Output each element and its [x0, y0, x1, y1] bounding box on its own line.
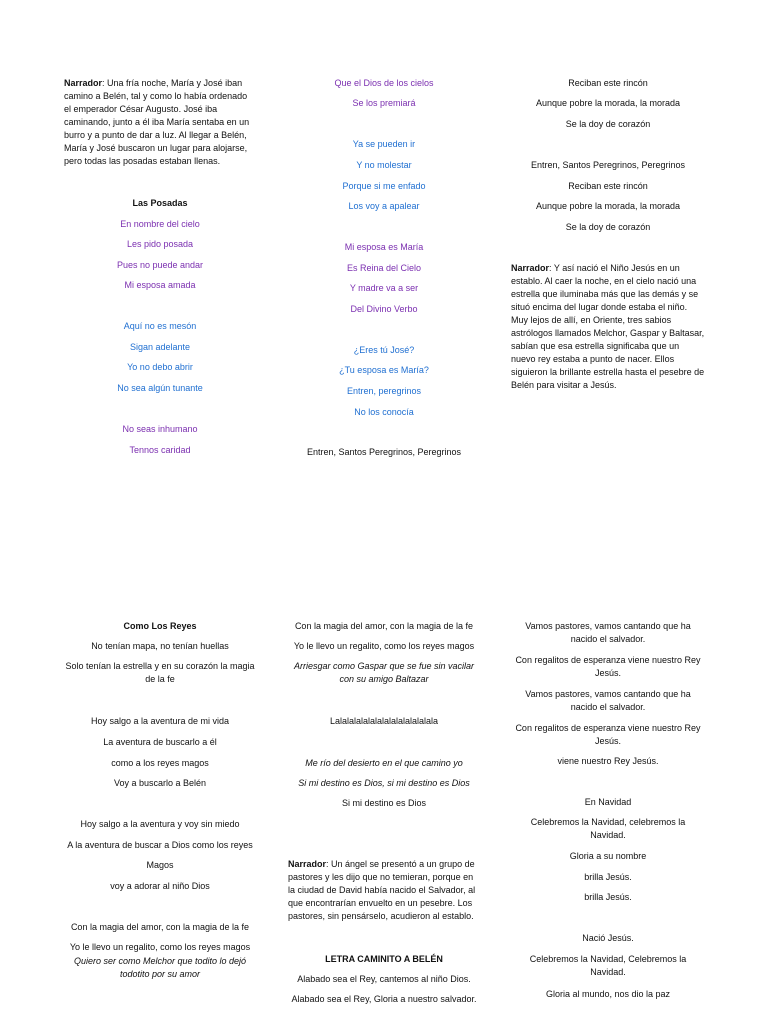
verse-line: En nombre del cielo	[120, 219, 200, 229]
verse-line: Con regalitos de esperanza viene nuestro Rey Jesús.	[515, 655, 701, 678]
verse-line: Sigan adelante	[129, 342, 191, 352]
verse-line: ¿Eres tú José?	[353, 345, 415, 355]
verse-line-italic: Si mi destino es Dios, si mi destino es Dios	[298, 778, 470, 788]
verse-line: Hoy salgo a la aventura de mi vida	[90, 716, 230, 726]
verse-line: Se la doy de corazón	[565, 119, 651, 129]
verse-line: No seas inhumano	[122, 424, 198, 434]
verse-line: Gloria a su nombre	[569, 851, 647, 861]
narrator-paragraph-2	[511, 262, 705, 392]
verse-line: voy a adorar al niño Dios	[110, 881, 210, 891]
verse-line: Alabado sea el Rey, cantemos al niño Dios.	[297, 974, 471, 984]
verse-line: Entren, Santos Peregrinos, Peregrinos	[306, 447, 462, 457]
verse-line: brilla Jesús.	[584, 872, 632, 882]
verse-line: Vamos pastores, vamos cantando que ha nacido el salvador.	[525, 621, 691, 644]
verse-line: Que el Dios de los cielos	[334, 78, 434, 88]
verse-line: como a los reyes magos	[111, 758, 209, 768]
narrator-text: : Una fría noche, María y José iban camino a Belén, tal y como lo había ordenado el emperador César Augusto. José iba caminando, junto a él iba María sentaba en un burro y a punto de dar a luz. Al llegar a Belén, María y José buscaron un lugar para alojarse, pero todas las posadas estaban llenas.	[64, 78, 250, 166]
verse-line: Aunque pobre la morada, la morada	[535, 98, 681, 108]
verse-line: Celebremos la Navidad, celebremos la Navidad.	[530, 817, 686, 840]
verse-line: Yo le llevo un regalito, como los reyes magos	[69, 942, 251, 952]
section-heading-caminito-a-belen: LETRA CAMINITO A BELÉN	[325, 954, 443, 964]
verse-line: Yo no debo abrir	[127, 362, 193, 372]
verse-line: Voy a buscarlo a Belén	[113, 778, 207, 788]
verse-line: Lalalalalalalalalalalalalalala	[329, 716, 439, 726]
verse-line: viene nuestro Rey Jesús.	[557, 756, 659, 766]
verse-line: Celebremos la Navidad, Celebremos la Navidad.	[529, 954, 687, 977]
narrator-paragraph-3	[288, 858, 480, 923]
verse-line-italic: Me río del desierto en el que camino yo	[305, 758, 463, 768]
verse-line: Con la magia del amor, con la magia de la fe	[70, 922, 250, 932]
verse-line: Se la doy de corazón	[565, 222, 651, 232]
verse-line: Les pido posada	[126, 239, 194, 249]
verse-line-italic: Quiero ser como Melchor que todito lo dejó todotito por su amor	[73, 956, 247, 979]
verse-line: Reciban este rincón	[568, 181, 648, 191]
verse-line: Tennos caridad	[129, 445, 191, 455]
narrator-text: : Y así nació el Niño Jesús en un establo. Al caer la noche, en el cielo nació una estrella que iluminaba más que las demás y se situó encima del lugar donde estaba el niño. Muy lejos de allí, en Oriente, tres sabios astrólogos llamados Melchor, Gaspar y Baltasar, sabían que esa estrella significaba que un nuevo rey estaba a punto de nacer. Ellos siguieron la brillante estrella hasta el pesebre de Belén para visitar a Jesús.	[511, 263, 705, 390]
verse-line: Del Divino Verbo	[350, 304, 418, 314]
verse-line: Alabado sea el Rey, Gloria a nuestro salvador.	[291, 994, 477, 1004]
verse-line: Vamos pastores, vamos cantando que ha nacido el salvador.	[525, 689, 691, 712]
verse-line: Gloria al mundo, nos dio la paz	[545, 989, 671, 999]
verse-line: Reciban este rincón	[568, 78, 648, 88]
verse-line: No sea algún tunante	[117, 383, 203, 393]
verse-line: Mi esposa es María	[344, 242, 424, 252]
narrator-label: Narrador	[64, 78, 103, 88]
verse-line: Aquí no es mesón	[123, 321, 197, 331]
verse-line: Magos	[146, 860, 174, 870]
verse-line: Solo tenían la estrella y en su corazón la magia de la fe	[65, 661, 255, 684]
verse-line: No los conocía	[354, 407, 414, 417]
verse-line: En Navidad	[584, 797, 632, 807]
verse-line: brilla Jesús.	[584, 892, 632, 902]
verse-line: Hoy salgo a la aventura y voy sin miedo	[80, 819, 240, 829]
verse-line: Mi esposa amada	[124, 280, 196, 290]
verse-line-italic: Arriesgar como Gaspar que se fue sin vacilar con su amigo Baltazar	[293, 661, 475, 684]
narrator-paragraph-1	[64, 77, 256, 168]
verse-line: ¿Tu esposa es María?	[339, 365, 429, 375]
verse-line: Entren, Santos Peregrinos, Peregrinos	[530, 160, 686, 170]
verse-line: Pues no puede andar	[116, 260, 204, 270]
verse-line: Ya se pueden ir	[352, 139, 416, 149]
verse-line: Yo le llevo un regalito, como los reyes magos	[293, 641, 475, 651]
verse-line: Aunque pobre la morada, la morada	[535, 201, 681, 211]
verse-line: Los voy a apalear	[348, 201, 420, 211]
narrator-label: Narrador	[511, 263, 550, 273]
verse-line: Entren, peregrinos	[346, 386, 422, 396]
verse-line: La aventura de buscarlo a él	[103, 737, 217, 747]
section-heading-las-posadas: Las Posadas	[132, 198, 188, 208]
verse-line: Si mi destino es Dios	[341, 798, 427, 808]
verse-line: No tenían mapa, no tenían huellas	[91, 641, 229, 651]
verse-line: Con la magia del amor, con la magia de la fe	[294, 621, 474, 631]
section-heading-como-los-reyes: Como Los Reyes	[123, 621, 197, 631]
verse-line: Es Reina del Cielo	[346, 263, 422, 273]
verse-line: A la aventura de buscar a Dios como los reyes	[67, 840, 253, 850]
verse-line: Se los premiará	[352, 98, 416, 108]
narrator-label: Narrador	[288, 859, 327, 869]
verse-line: Porque si me enfado	[342, 181, 426, 191]
verse-line: Y no molestar	[356, 160, 412, 170]
verse-line: Nació Jesús.	[582, 933, 634, 943]
narrator-text: : Un ángel se presentó a un grupo de pastores y les dijo que no temieran, porque en la ciudad de David había nacido el Salvador, al que encontrarían envuelto en un pesebre. Los pastores, sin pensárselo, acudieron al establo.	[288, 859, 476, 921]
verse-line: Con regalitos de esperanza viene nuestro Rey Jesús.	[515, 723, 701, 746]
verse-line: Y madre va a ser	[349, 283, 419, 293]
